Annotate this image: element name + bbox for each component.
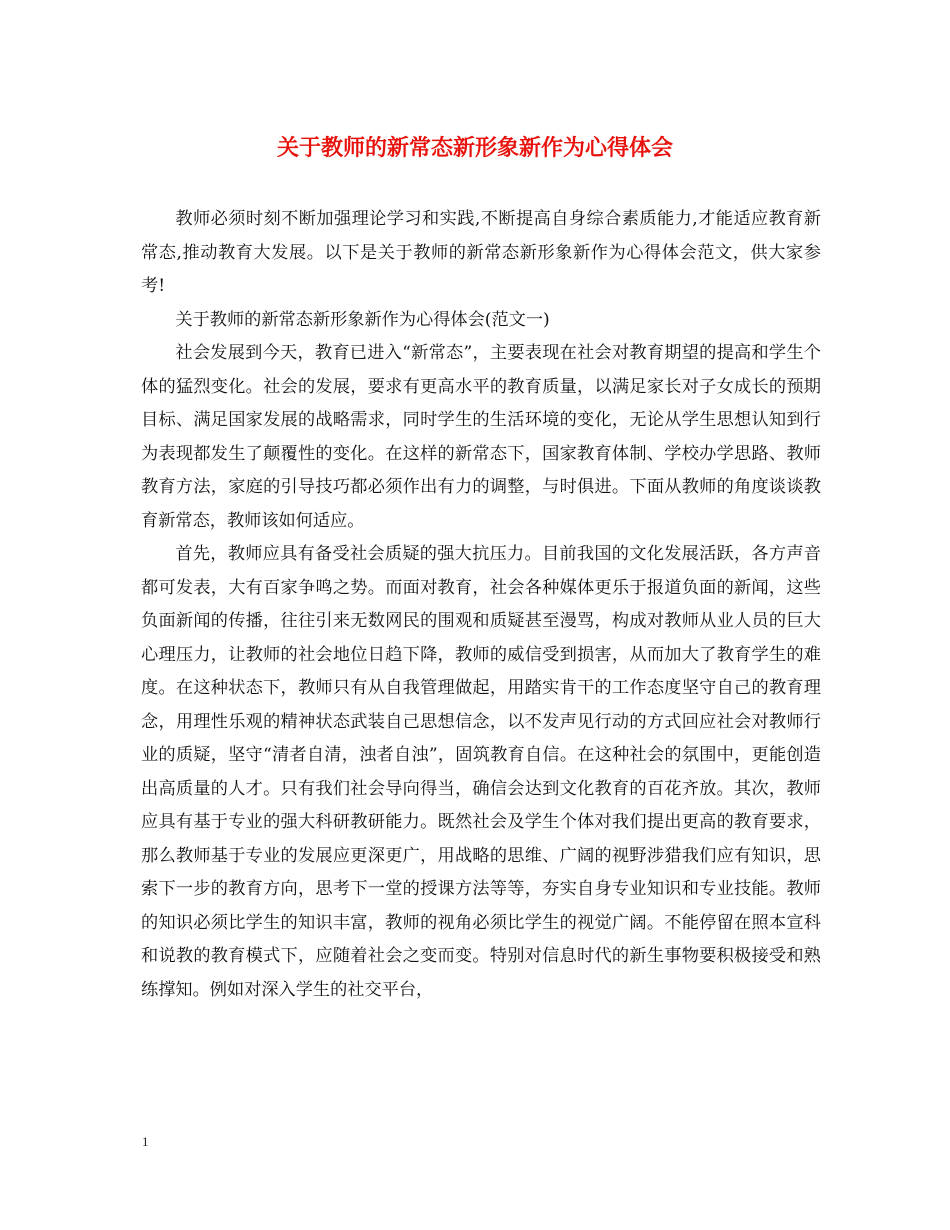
section-heading: 关于教师的新常态新形象新作为心得体会(范文一) — [175, 309, 550, 330]
intro-paragraph: 教师必须时刻不断加强理论学习和实践,不断提高自身综合素质能力,才能适应教育新常态,推动教育大发展。以下是关于教师的新常态新形象新作为心得体会范文，供大家参考! — [141, 209, 821, 296]
body-paragraph-1: 社会发展到今天，教育已进入“新常态”，主要表现在社会对教育期望的提高和学生个体的猛烈变化。社会的发展，要求有更高水平的教育质量，以满足家长对子女成长的预期目标、满足国家发展的战略需求，同时学生的生活环境的变化，无论从学生思想认知到行为表现都发生了颠覆性的变化。在这样的新常态下，国家教育体制、学校办学思路、教师教育方法，家庭的引导技巧都必须作出有力的调整，与时俱进。下面从教师的角度谈谈教育新常态，教师该如何适应。 — [141, 343, 821, 531]
body-paragraph-2: 首先，教师应具有备受社会质疑的强大抗压力。目前我国的文化发展活跃，各方声音都可发表，大有百家争鸣之势。而面对教育，社会各种媒体更乐于报道负面的新闻，这些负面新闻的传播，往往引来无数网民的围观和质疑甚至漫骂，构成对教师从业人员的巨大心理压力，让教师的社会地位日趋下降，教师的威信受到损害，从而加大了教育学生的难度。在这种状态下，教师只有从自我管理做起，用踏实肯干的工作态度坚守自己的教育理念，用理性乐观的精神状态武装自己思想信念，以不发声见行动的方式回应社会对教师行业的质疑，坚守“清者自清，浊者自浊”，固筑教育自信。在这种社会的氛围中，更能创造出高质量的人才。只有我们社会导向得当，确信会达到文化教育的百花齐放。其次，教师应具有基于专业的强大科研教研能力。既然社会及学生个体对我们提出更高的教育要求，那么教师基于专业的发展应更深更广，用战略的思维、广阔的视野涉猎我们应有知识，思索下一步的教育方向，思考下一堂的授课方法等等，夯实自身专业知识和专业技能。教师的知识必须比学生的知识丰富，教师的视角必须比学生的视觉广阔。不能停留在照本宣科和说教的教育模式下，应随着社会之变而变。特别对信息时代的新生事物要积极接受和熟练撑知。例如对深入学生的社交平台， — [141, 544, 821, 1000]
document-title: 关于教师的新常态新形象新作为心得体会 — [276, 136, 673, 161]
document-body — [141, 203, 821, 1007]
page-number: 1 — [142, 1134, 149, 1149]
